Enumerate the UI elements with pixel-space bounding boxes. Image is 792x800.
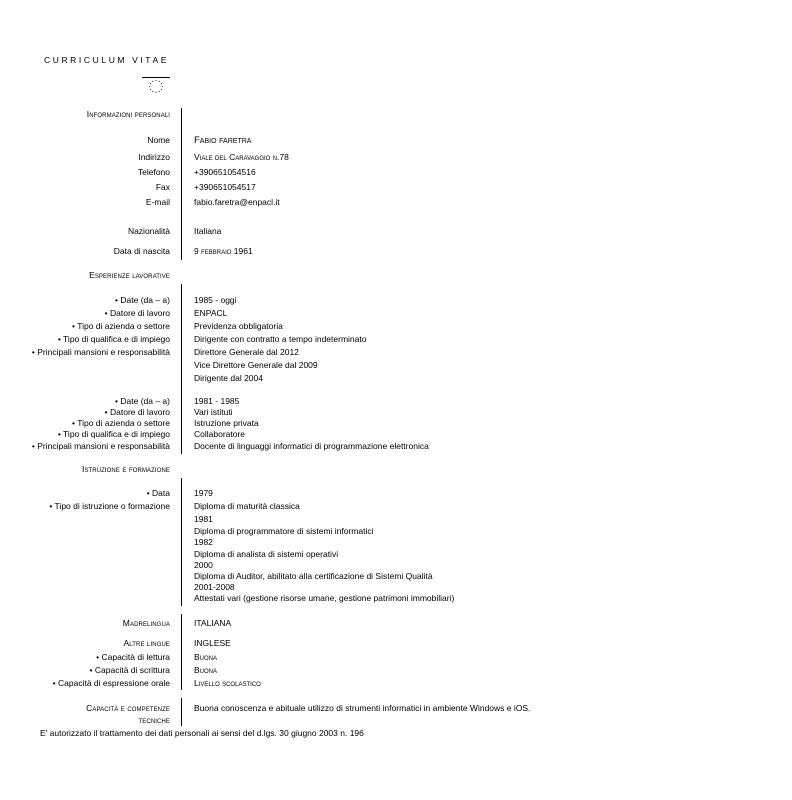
reading-label: • Capacità di lettura [96,652,170,662]
value-birthdate: 9 febbraio 1961 [194,246,253,256]
label-email: E-mail [145,197,170,207]
column-divider-personal [181,108,182,260]
job2-role: Collaboratore [194,429,246,439]
job1-sector-label: • Tipo di azienda o settore [72,321,170,331]
section-title-experience: Esperienze lavorative [89,270,170,280]
column-divider-experience [181,284,182,454]
job1-role-label: • Tipo di qualifica e di impiego [57,334,170,344]
job1-date: 1985 - oggi [194,295,237,305]
other-languages-label: Altre lingue [123,638,170,648]
job1-duty: Vice Direttore Generale dal 2009 [194,360,318,370]
other-languages-value: INGLESE [194,638,231,648]
edu-line: Diploma di analista di sistemi operativi [194,549,339,559]
job2-date-label: • Date (da – a) [115,396,170,406]
value-nationality: Italiana [194,226,222,236]
job1-duties-label: • Principali mansioni e responsabilità [31,347,170,357]
edu-date-label: • Data [146,488,170,498]
label-birthdate: Data di nascita [113,246,170,256]
speaking-label: • Capacità di espressione orale [52,678,170,688]
job1-role: Dirigente con contratto a tempo indeterminato [194,334,367,344]
label-address: Indirizzo [138,152,170,162]
edu-date: 1979 [194,488,213,498]
column-divider-languages [181,614,182,690]
section-title-personal: Informazioni personali [86,109,170,119]
skills-label-line2: tecniche [138,715,170,725]
column-divider-skills [181,698,182,726]
edu-line: 1982 [194,537,213,547]
edu-line: 2001-2008 [194,582,235,592]
job1-employer: ENPACL [194,308,228,318]
writing-label: • Capacità di scrittura [89,665,170,675]
edu-line: Diploma di programmatore di sistemi informatici [194,526,374,536]
writing-value: Buona [194,665,218,675]
value-phone: +390651054516 [194,167,256,177]
label-nationality: Nazionalità [127,226,170,236]
mother-tongue-value: ITALIANA [194,618,232,628]
edu-type-label: • Tipo di istruzione o formazione [49,501,170,511]
cv-title: CURRICULUM VITAE [43,55,169,65]
label-phone: Telefono [137,167,170,177]
edu-line: Diploma di maturità classica [194,501,300,511]
job1-employer-label: • Datore di lavoro [104,308,170,318]
job1-duty: Direttore Generale dal 2012 [194,347,299,357]
mother-tongue-label: Madrelingua [122,618,170,628]
job1-sector: Previdenza obbligatoria [194,321,283,331]
value-fax: +390651054517 [194,182,256,192]
job2-sector: Istruzione privata [194,418,259,428]
privacy-footer: E' autorizzato il trattamento dei dati personali ai sensi del d.lgs. 30 giugno 2003 n. 196 [40,728,364,738]
job2-date: 1981 - 1985 [194,396,240,406]
job2-employer: Vari istituti [194,407,233,417]
label-name: Nome [147,135,170,145]
eu-flag-icon [146,78,166,94]
job2-employer-label: • Datore di lavoro [104,407,170,417]
label-fax: Fax [155,182,170,192]
job1-duty: Dirigente dal 2004 [194,373,263,383]
job2-duties: Docente di linguaggi informatici di programmazione elettronica [194,441,429,451]
value-name: Fabio faretra [194,135,252,146]
speaking-value: Livello scolastico [194,678,261,688]
edu-line: Diploma di Auditor, abilitato alla certificazione di Sistemi Qualità [194,571,433,581]
job2-duties-label: • Principali mansioni e responsabilità [31,441,170,451]
value-address: Viale del Caravaggio n.78 [194,152,289,162]
job1-date-label: • Date (da – a) [115,295,170,305]
skills-value: Buona conoscenza e abituale utilizzo di strumenti informatici in ambiente Windows e iOS. [194,703,531,713]
edu-line: Attestati vari (gestione risorse umane, gestione patrimoni immobiliari) [194,593,455,603]
reading-value: Buona [194,652,218,662]
edu-line: 1981 [194,514,213,524]
section-title-education: Istruzione e formazione [81,464,170,474]
job2-role-label: • Tipo di qualifica e di impiego [57,429,170,439]
edu-line: 2000 [194,560,213,570]
skills-label-line1: Capacità e competenze [86,703,170,713]
job2-sector-label: • Tipo di azienda o settore [72,418,170,428]
value-email[interactable]: fabio.faretra@enpacl.it [194,197,280,207]
column-divider-education [181,478,182,606]
